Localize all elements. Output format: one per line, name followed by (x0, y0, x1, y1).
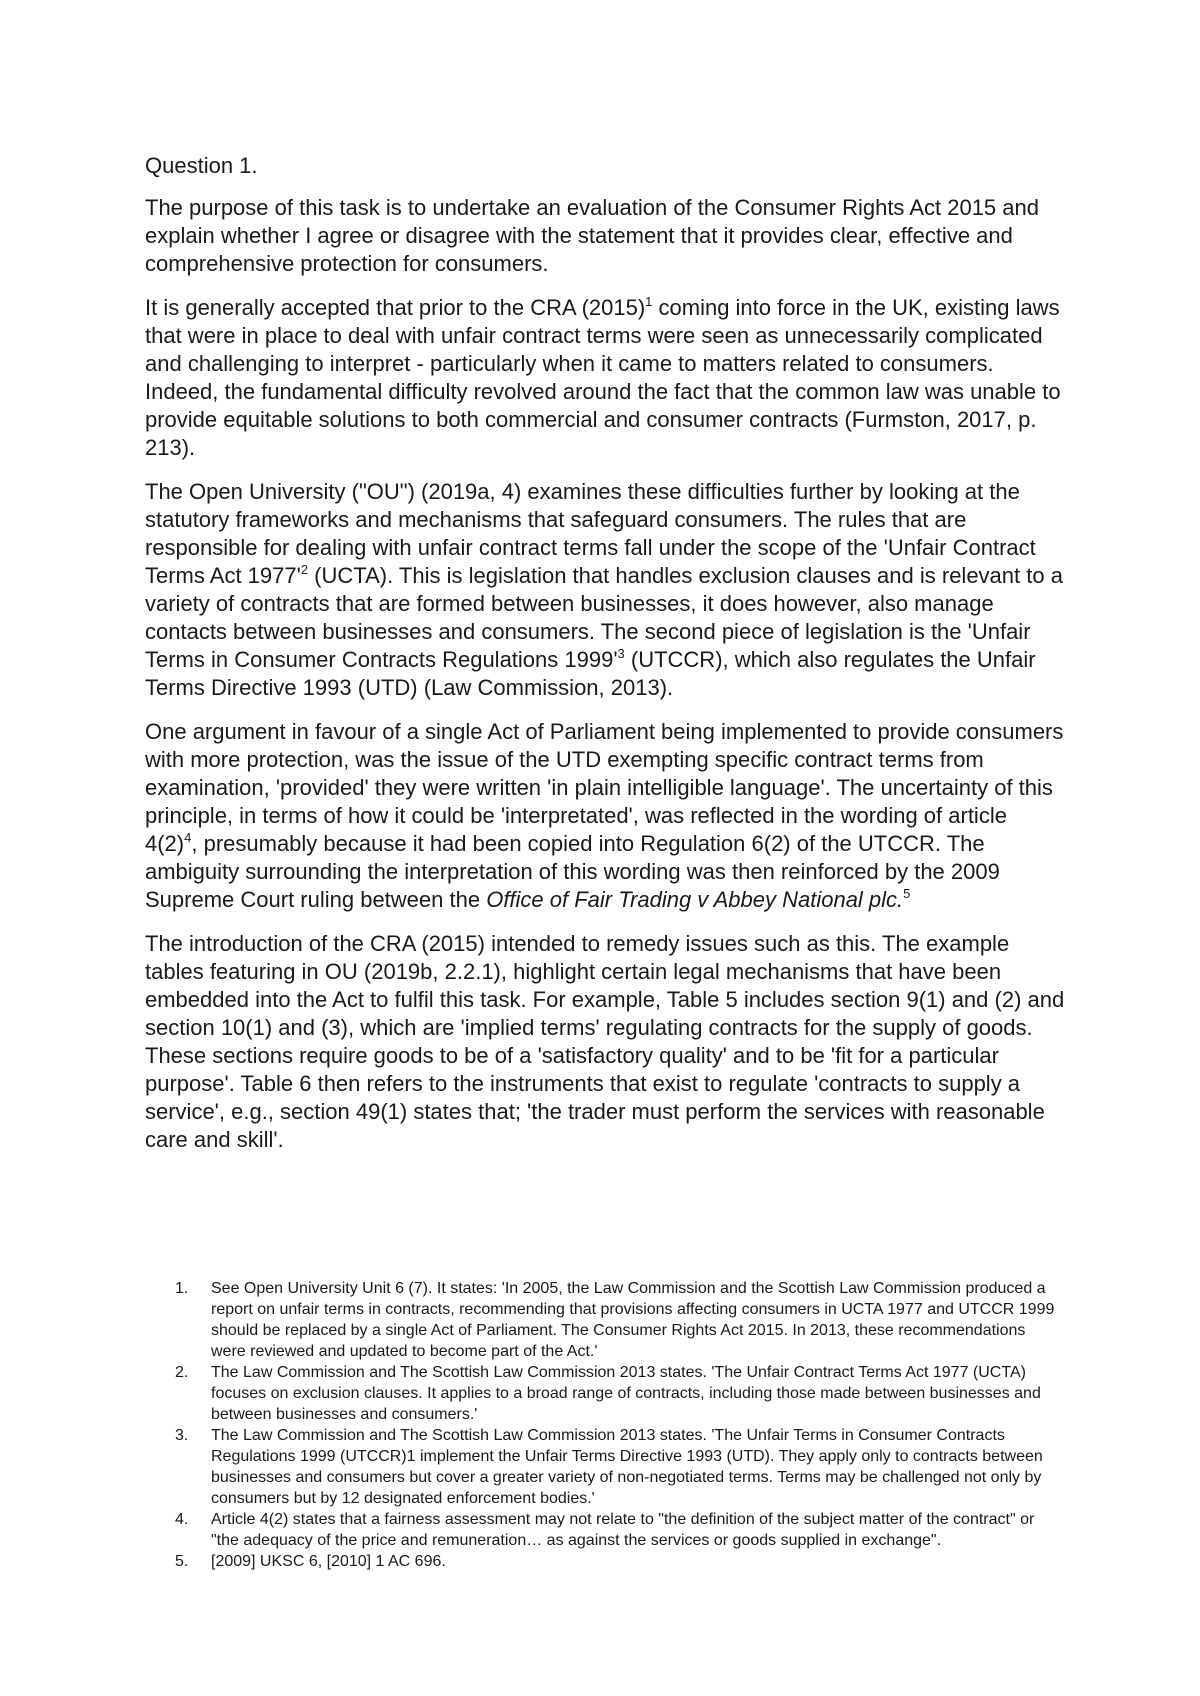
footnote-ref-1: 1 (645, 294, 653, 309)
paragraph-background (145, 294, 1065, 462)
footnote-ref-3: 3 (617, 646, 625, 661)
paragraph-legislation-text-b: (UCTA). This is legislation that handles exclusion clauses and is relevant to a variety of contracts that are formed between businesses, it does however, also manage contacts between businesses and consumers. The second piece of legislation is the 'Unfair Terms in Consumer Contracts Regulations 1999' (145, 563, 1063, 672)
paragraph-legislation-text-c: (UTCCR), which also regulates the Unfair Terms Directive 1993 (UTD) (Law Commission, 2013). (145, 647, 1036, 700)
footnote-item (175, 1278, 1055, 1362)
footnote-item (175, 1425, 1055, 1509)
case-citation: Office of Fair Trading v Abbey National plc. (486, 887, 904, 912)
footnote-ref-2: 2 (300, 562, 309, 577)
footnote-item (175, 1509, 1055, 1551)
footnote-number: 3. (175, 1427, 189, 1444)
footnote-text: Article 4(2) states that a fairness assessment may not relate to "the definition of the subject matter of the contract" or "the adequacy of the price and remuneration… as against the services or goods supplied in exchange". (211, 1511, 1035, 1549)
paragraph-argument-text-b: , presumably because it had been copied into Regulation 6(2) of the UTCCR. The ambiguity surrounding the interpretation of this wording was then reinforced by the 2009 Supreme Court ruling between the (145, 831, 1000, 912)
paragraph-argument-text-a: One argument in favour of a single Act of Parliament being implemented to provide consumers with more protection, was the issue of the UTD exempting specific contract terms from examination, 'provided' they were written 'in plain intelligible language'. The uncertainty of this principle, in terms of how it could be 'interpretated', was reflected in the wording of article 4(2) (145, 719, 1064, 856)
footnotes-list (175, 1278, 1055, 1572)
footnote-ref-5: 5 (903, 886, 911, 901)
footnote-text: The Law Commission and The Scottish Law Commission 2013 states. 'The Unfair Terms in Consumer Contracts Regulations 1999 (UTCCR)1 implement the Unfair Terms Directive 1993 (UTD). They apply only to contracts between businesses and consumers but cover a greater variety of non-negotiated terms. Terms may be challenged not only by consumers but by 12 designated enforcement bodies.' (211, 1427, 1043, 1507)
footnote-item (175, 1551, 1055, 1572)
footnote-text: See Open University Unit 6 (7). It states: 'In 2005, the Law Commission and the Scottish Law Commission produced a report on unfair terms in contracts, recommending that provisions affecting consumers in UCTA 1977 and UTCCR 1999 should be replaced by a single Act of Parliament. The Consumer Rights Act 2015. In 2013, these recommendations were reviewed and updated to become part of the Act.' (211, 1280, 1055, 1360)
footnote-text: [2009] UKSC 6, [2010] 1 AC 696. (211, 1553, 446, 1570)
footnote-ref-4: 4 (184, 830, 192, 845)
paragraph-legislation-text-a: The Open University ("OU") (2019a, 4) examines these difficulties further by looking at the statutory frameworks and mechanisms that safeguard consumers. The rules that are responsible for dealing with unfair contract terms fall under the scope of the 'Unfair Contract Terms Act 1977' (145, 479, 1036, 588)
document-page (145, 152, 1065, 1570)
footnote-item (175, 1362, 1055, 1425)
footnote-number: 4. (175, 1511, 189, 1528)
question-heading: Question 1. (145, 153, 258, 178)
paragraph-background-text-a: It is generally accepted that prior to the CRA (2015) (145, 295, 646, 320)
paragraph-purpose: The purpose of this task is to undertake an evaluation of the Consumer Rights Act 2015 and explain whether I agree or disagree with the statement that it provides clear, effective and comprehensive protection for consumers. (145, 195, 1039, 276)
paragraph-background-text-b: coming into force in the UK, existing laws that were in place to deal with unfair contract terms were seen as unnecessarily complicated and challenging to interpret - particularly when it came to matters related to consumers. Indeed, the fundamental difficulty revolved around the fact that the common law was unable to provide equitable solutions to both commercial and consumer contracts (Furmston, 2017, p. 213). (145, 295, 1061, 460)
paragraph-introduction-cra: The introduction of the CRA (2015) intended to remedy issues such as this. The example tables featuring in OU (2019b, 2.2.1), highlight certain legal mechanisms that have been embedded into the Act to fulfil this task. For example, Table 5 includes section 9(1) and (2) and section 10(1) and (3), which are 'implied terms' regulating contracts for the supply of goods. These sections require goods to be of a 'satisfactory quality' and to be 'fit for a particular purpose'. Table 6 then refers to the instruments that exist to regulate 'contracts to supply a service', e.g., section 49(1) states that; 'the trader must perform the services with reasonable care and skill'. (145, 931, 1065, 1152)
paragraph-argument (145, 718, 1065, 914)
footnote-number: 5. (175, 1553, 189, 1570)
footnote-number: 1. (175, 1280, 189, 1297)
paragraph-legislation (145, 478, 1065, 702)
footnote-text: The Law Commission and The Scottish Law Commission 2013 states. 'The Unfair Contract Terms Act 1977 (UCTA) focuses on exclusion clauses. It applies to a broad range of contracts, including those made between businesses and between businesses and consumers.' (211, 1364, 1041, 1423)
footnote-number: 2. (175, 1364, 189, 1381)
